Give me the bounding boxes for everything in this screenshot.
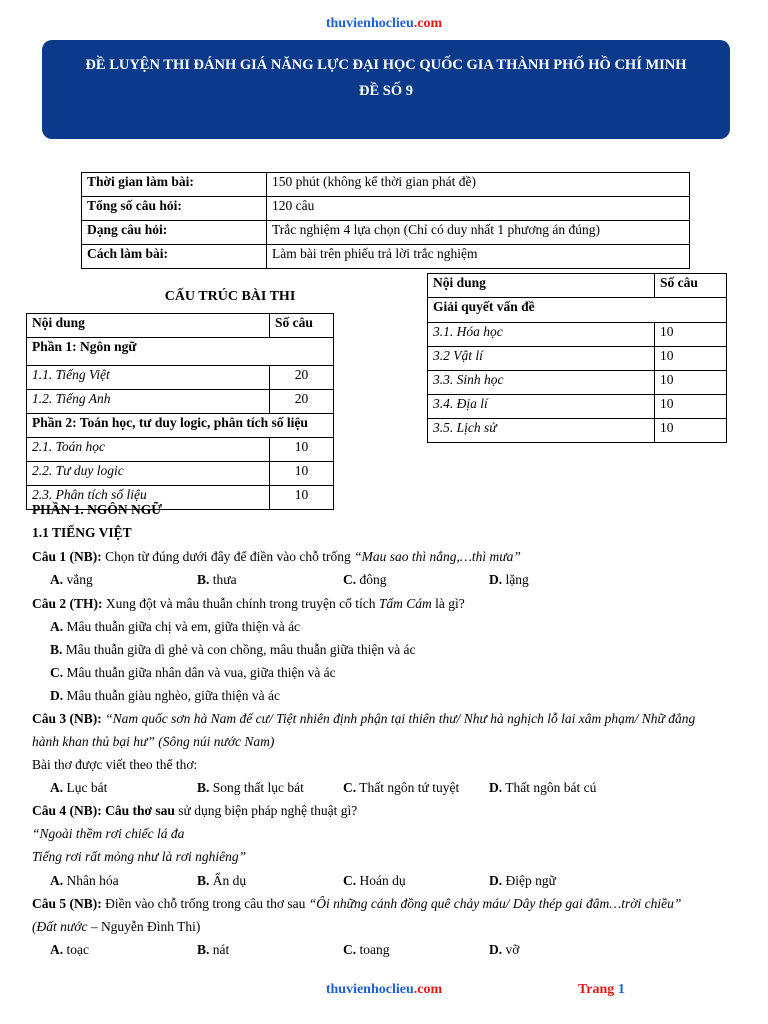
option-text: Mâu thuẫn giữa dì ghẻ và con chồng, mâu thuẫn giữa thiện và ác xyxy=(65,642,416,657)
row-count: 10 xyxy=(270,486,334,510)
row-count: 10 xyxy=(655,371,727,395)
answer-option[interactable] xyxy=(343,572,387,588)
option-letter: D. xyxy=(489,572,503,587)
option-letter: C. xyxy=(343,572,357,587)
table-row xyxy=(82,173,690,197)
option-letter: B. xyxy=(197,780,210,795)
option-text: vỡ xyxy=(505,942,520,957)
table-row xyxy=(82,245,690,269)
option-letter: A. xyxy=(50,619,64,634)
row-label: 2.1. Toán học xyxy=(27,438,270,462)
table-row xyxy=(428,323,727,347)
option-letter: A. xyxy=(50,780,64,795)
exam-info-table xyxy=(81,172,690,269)
verse-line: “Ngoài thềm rơi chiếc lá đa xyxy=(32,826,185,841)
question-quote: “Nam quốc sơn hà Nam đế cư/ Tiệt nhiên định phận tại thiên thư/ Như hà nghịch lỗ lai xâm phạm/ Nhữ đẳng xyxy=(101,711,696,726)
site-domain: .com xyxy=(413,16,443,31)
table-row xyxy=(428,419,727,443)
option-text: toang xyxy=(359,942,390,957)
info-value: 150 phút (không kể thời gian phát đề) xyxy=(267,173,690,197)
question-text: Bài thơ được viết theo thể thơ: xyxy=(32,757,198,772)
answer-option[interactable] xyxy=(489,572,529,588)
answer-option[interactable] xyxy=(197,780,304,796)
option-letter: C. xyxy=(50,665,64,680)
option-letter: B. xyxy=(197,942,210,957)
answer-option[interactable] xyxy=(50,780,107,796)
option-letter: B. xyxy=(50,642,63,657)
option-text: Mâu thuẫn giữa nhân dân và vua, giữa thiện và ác xyxy=(66,665,336,680)
table-row xyxy=(27,390,334,414)
option-text: thưa xyxy=(212,572,237,587)
option-letter: D. xyxy=(489,942,503,957)
exam-number: ĐỀ SỐ 9 xyxy=(359,83,413,99)
answer-option[interactable] xyxy=(50,873,119,889)
answer-option[interactable] xyxy=(489,780,596,796)
part-heading: Giải quyết vấn đề xyxy=(428,298,727,323)
option-text: Ẩn dụ xyxy=(212,873,247,888)
row-count: 20 xyxy=(270,390,334,414)
option-text: nát xyxy=(212,942,230,957)
option-letter: D. xyxy=(50,688,64,703)
part-heading: Phần 2: Toán học, tư duy logic, phân tích số liệu xyxy=(27,414,334,438)
row-label: 3.5. Lịch sử xyxy=(428,419,655,443)
col-header: Số câu xyxy=(270,314,334,338)
question-text: là gì? xyxy=(431,596,465,611)
part-heading: Phần 1: Ngôn ngữ xyxy=(27,338,334,366)
option-letter: B. xyxy=(197,873,210,888)
question-label: Câu 1 (NB): xyxy=(32,549,102,564)
exam-title: ĐỀ LUYỆN THI ĐÁNH GIÁ NĂNG LỰC ĐẠI HỌC QUỐC GIA THÀNH PHỐ HỒ CHÍ MINH xyxy=(85,57,687,73)
answer-option[interactable] xyxy=(343,942,390,958)
table-row xyxy=(428,395,727,419)
row-label: 3.3. Sinh học xyxy=(428,371,655,395)
question-label: Câu 3 (NB): xyxy=(32,711,102,726)
table-row xyxy=(27,462,334,486)
option-text: Thất ngôn tứ tuyệt xyxy=(359,780,460,795)
answer-option[interactable] xyxy=(197,873,246,889)
table-row xyxy=(82,197,690,221)
row-count: 10 xyxy=(655,395,727,419)
answer-option[interactable] xyxy=(489,873,556,889)
row-label: 3.1. Hóa học xyxy=(428,323,655,347)
question-text-bold: Câu thơ sau xyxy=(101,803,175,818)
option-letter: A. xyxy=(50,873,64,888)
row-count: 10 xyxy=(655,419,727,443)
option-text: toạc xyxy=(66,942,89,957)
answer-option[interactable] xyxy=(50,688,280,704)
row-label: 2.2. Tư duy logic xyxy=(27,462,270,486)
col-header: Nội dung xyxy=(428,274,655,298)
option-text: Song thất lục bát xyxy=(212,780,304,795)
answer-option[interactable] xyxy=(50,619,300,635)
info-value: 120 câu xyxy=(267,197,690,221)
option-text: Mâu thuẫn giàu nghèo, giữa thiện và ác xyxy=(66,688,281,703)
row-count: 20 xyxy=(270,366,334,390)
table-row xyxy=(27,366,334,390)
info-key: Thời gian làm bài: xyxy=(82,173,267,197)
page-label: Trang xyxy=(578,982,618,997)
site-name: thuvienhoclieu xyxy=(325,982,414,997)
option-text: Mâu thuẫn giữa chị và em, giữa thiện và ác xyxy=(66,619,301,634)
option-letter: C. xyxy=(343,873,357,888)
subsection-heading: 1.1 TIẾNG VIỆT xyxy=(32,525,132,540)
section-heading: PHẦN 1. NGÔN NGỮ xyxy=(32,502,162,517)
option-text: Lục bát xyxy=(66,780,108,795)
option-letter: A. xyxy=(50,942,64,957)
answer-option[interactable] xyxy=(50,572,93,588)
question-quote-cont: hành khan thủ bại hư” (Sông núi nước Nam) xyxy=(32,734,275,749)
site-header[interactable] xyxy=(0,16,768,32)
table-row xyxy=(27,314,334,338)
table-row xyxy=(428,347,727,371)
info-key: Cách làm bài: xyxy=(82,245,267,269)
question-text: Xung đột và mâu thuẫn chính trong truyện cổ tích xyxy=(102,596,379,611)
site-footer[interactable] xyxy=(0,982,768,998)
info-key: Tổng số câu hỏi: xyxy=(82,197,267,221)
question-quote: “Ôi những cánh đồng quê chảy máu/ Dây thép gai đâm…trời chiều” xyxy=(308,896,682,911)
site-name: thuvienhoclieu xyxy=(325,16,414,31)
answer-option[interactable] xyxy=(50,642,416,658)
option-text: lặng xyxy=(505,572,529,587)
question-source xyxy=(32,919,200,935)
question-3 xyxy=(32,711,695,727)
answer-option[interactable] xyxy=(197,572,237,588)
answer-option[interactable] xyxy=(197,942,229,958)
site-domain: .com xyxy=(413,982,443,997)
option-text: Nhân hóa xyxy=(66,873,119,888)
col-header: Số câu xyxy=(655,274,727,298)
info-value: Làm bài trên phiếu trả lời trắc nghiệm xyxy=(267,245,690,269)
page-num: 1 xyxy=(617,982,625,997)
answer-option[interactable] xyxy=(50,942,89,958)
question-text: Điền vào chỗ trống trong câu thơ sau xyxy=(101,896,309,911)
row-label: 1.2. Tiếng Anh xyxy=(27,390,270,414)
question-quote: “Mau sao thì nắng,…thì mưa” xyxy=(354,549,521,564)
question-label: Câu 5 (NB): xyxy=(32,896,102,911)
info-value: Trắc nghiệm 4 lựa chọn (Chỉ có duy nhất 1 phương án đúng) xyxy=(267,221,690,245)
work-title: Tấm Cám xyxy=(378,596,432,611)
question-1 xyxy=(32,549,521,565)
row-label: 2.3. Phân tích số liệu xyxy=(27,486,270,510)
question-text: sử dụng biện pháp nghệ thuật gì? xyxy=(174,803,358,818)
table-row xyxy=(428,274,727,298)
row-count: 10 xyxy=(270,438,334,462)
question-label: Câu 2 (TH): xyxy=(32,596,103,611)
page-number xyxy=(578,982,625,998)
answer-option[interactable] xyxy=(50,665,336,681)
structure-table-right xyxy=(427,273,727,443)
question-text: Chọn từ đúng dưới đây để điền vào chỗ trống xyxy=(101,549,355,564)
option-letter: C. xyxy=(343,780,357,795)
answer-option[interactable] xyxy=(489,942,519,958)
table-row xyxy=(27,338,334,366)
row-label: 3.4. Địa lí xyxy=(428,395,655,419)
row-count: 10 xyxy=(270,462,334,486)
structure-table-left xyxy=(26,313,334,510)
table-row xyxy=(27,438,334,462)
row-count: 10 xyxy=(655,323,727,347)
source-title: (Đất nước xyxy=(32,919,88,934)
option-text: Hoán dụ xyxy=(359,873,406,888)
option-text: Điệp ngữ xyxy=(505,873,556,888)
verse-line: Tiếng rơi rất mỏng như là rơi nghiêng” xyxy=(32,849,247,864)
table-row xyxy=(82,221,690,245)
row-count: 10 xyxy=(655,347,727,371)
option-text: vắng xyxy=(66,572,93,587)
info-key: Dạng câu hỏi: xyxy=(82,221,267,245)
table-row xyxy=(428,371,727,395)
structure-title: CẤU TRÚC BÀI THI xyxy=(164,289,296,304)
row-label: 1.1. Tiếng Việt xyxy=(27,366,270,390)
table-row xyxy=(428,298,727,323)
option-letter: D. xyxy=(489,873,503,888)
col-header: Nội dung xyxy=(27,314,270,338)
answer-option[interactable] xyxy=(343,780,459,796)
title-banner xyxy=(42,40,730,139)
option-letter: D. xyxy=(489,780,503,795)
question-2 xyxy=(32,596,465,612)
option-letter: A. xyxy=(50,572,64,587)
source-author: – Nguyễn Đình Thi) xyxy=(87,919,201,934)
option-letter: C. xyxy=(343,942,357,957)
option-text: Thất ngôn bát cú xyxy=(505,780,597,795)
option-text: đông xyxy=(359,572,387,587)
question-label: Câu 4 (NB): xyxy=(32,803,102,818)
question-5 xyxy=(32,896,681,912)
table-row xyxy=(27,414,334,438)
answer-option[interactable] xyxy=(343,873,406,889)
question-4 xyxy=(32,803,357,819)
option-letter: B. xyxy=(197,572,210,587)
row-label: 3.2 Vật lí xyxy=(428,347,655,371)
